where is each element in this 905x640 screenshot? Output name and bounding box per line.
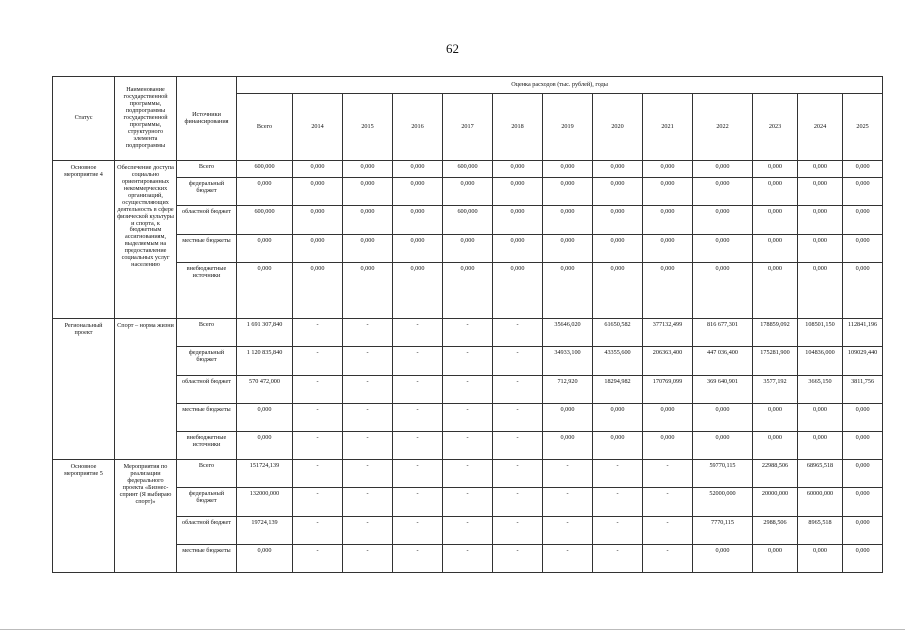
amount-cell: 0,000 xyxy=(753,161,798,178)
amount-cell: - xyxy=(393,431,443,459)
amount-cell: 60000,000 xyxy=(798,488,843,516)
amount-cell: - xyxy=(393,375,443,403)
amount-cell: 108501,150 xyxy=(798,319,843,347)
amount-cell: 0,000 xyxy=(343,234,393,262)
amount-cell: 206363,400 xyxy=(643,347,693,375)
amount-cell: - xyxy=(543,488,593,516)
amount-cell: 0,000 xyxy=(443,178,493,206)
amount-cell: - xyxy=(593,488,643,516)
amount-cell: - xyxy=(643,460,693,488)
amount-cell: 712,920 xyxy=(543,375,593,403)
amount-cell: 0,000 xyxy=(843,161,883,178)
amount-cell: 0,000 xyxy=(393,206,443,234)
amount-cell: 0,000 xyxy=(343,161,393,178)
table-row xyxy=(53,262,883,318)
amount-cell: 0,000 xyxy=(643,262,693,318)
amount-cell: 0,000 xyxy=(493,262,543,318)
amount-cell: 0,000 xyxy=(693,431,753,459)
amount-cell: 0,000 xyxy=(693,206,753,234)
amount-cell: - xyxy=(593,544,643,572)
amount-cell: - xyxy=(393,516,443,544)
header-year: 2019 xyxy=(543,94,593,161)
header-year: Всего xyxy=(237,94,293,161)
amount-cell: 0,000 xyxy=(493,161,543,178)
amount-cell: - xyxy=(493,431,543,459)
amount-cell: - xyxy=(543,544,593,572)
header-year: 2017 xyxy=(443,94,493,161)
amount-cell: 600,000 xyxy=(443,206,493,234)
group-status: Основное мероприятие 4 xyxy=(53,161,115,319)
table-row xyxy=(53,347,883,375)
funding-source: Всего xyxy=(177,319,237,347)
amount-cell: 0,000 xyxy=(293,161,343,178)
amount-cell: 0,000 xyxy=(843,234,883,262)
amount-cell: 0,000 xyxy=(237,431,293,459)
amount-cell: - xyxy=(393,460,443,488)
header-year: 2020 xyxy=(593,94,643,161)
amount-cell: - xyxy=(443,375,493,403)
amount-cell: 0,000 xyxy=(693,262,753,318)
amount-cell: 0,000 xyxy=(643,178,693,206)
table-row xyxy=(53,544,883,572)
amount-cell: 0,000 xyxy=(843,206,883,234)
amount-cell: 0,000 xyxy=(643,206,693,234)
table-row xyxy=(53,234,883,262)
amount-cell: 0,000 xyxy=(643,403,693,431)
amount-cell: 600,000 xyxy=(237,161,293,178)
amount-cell: 0,000 xyxy=(593,403,643,431)
amount-cell: 0,000 xyxy=(543,161,593,178)
amount-cell: 132000,000 xyxy=(237,488,293,516)
amount-cell: 18294,982 xyxy=(593,375,643,403)
amount-cell: - xyxy=(593,460,643,488)
table-row xyxy=(53,460,883,488)
amount-cell: 0,000 xyxy=(237,262,293,318)
amount-cell: 151724,139 xyxy=(237,460,293,488)
amount-cell: 0,000 xyxy=(643,431,693,459)
amount-cell: 0,000 xyxy=(753,178,798,206)
amount-cell: 0,000 xyxy=(843,460,883,488)
amount-cell: - xyxy=(643,488,693,516)
header-sources: Источники финансирования xyxy=(177,77,237,161)
funding-source: областной бюджет xyxy=(177,375,237,403)
funding-source: Всего xyxy=(177,460,237,488)
amount-cell: 3577,192 xyxy=(753,375,798,403)
amount-cell: - xyxy=(493,347,543,375)
amount-cell: - xyxy=(543,516,593,544)
table-body xyxy=(53,161,883,573)
amount-cell: 1 120 835,840 xyxy=(237,347,293,375)
table-row xyxy=(53,431,883,459)
amount-cell: 0,000 xyxy=(843,262,883,318)
header-year: 2015 xyxy=(343,94,393,161)
amount-cell: 0,000 xyxy=(237,178,293,206)
table-row xyxy=(53,206,883,234)
amount-cell: - xyxy=(393,488,443,516)
amount-cell: - xyxy=(293,319,343,347)
amount-cell: 8965,518 xyxy=(798,516,843,544)
funding-source: федеральный бюджет xyxy=(177,488,237,516)
amount-cell: 0,000 xyxy=(753,544,798,572)
amount-cell: 0,000 xyxy=(843,403,883,431)
amount-cell: - xyxy=(393,319,443,347)
table-row xyxy=(53,375,883,403)
amount-cell: 0,000 xyxy=(843,488,883,516)
funding-source: областной бюджет xyxy=(177,206,237,234)
amount-cell: - xyxy=(343,403,393,431)
amount-cell: - xyxy=(493,544,543,572)
amount-cell: 0,000 xyxy=(493,178,543,206)
amount-cell: - xyxy=(293,431,343,459)
table-row xyxy=(53,161,883,178)
amount-cell: 0,000 xyxy=(293,178,343,206)
amount-cell: - xyxy=(493,375,543,403)
amount-cell: 0,000 xyxy=(543,206,593,234)
amount-cell: 0,000 xyxy=(237,544,293,572)
amount-cell: 0,000 xyxy=(493,206,543,234)
amount-cell: 0,000 xyxy=(798,403,843,431)
amount-cell: 68965,518 xyxy=(798,460,843,488)
amount-cell: 0,000 xyxy=(593,161,643,178)
amount-cell: 0,000 xyxy=(343,206,393,234)
amount-cell: 0,000 xyxy=(798,206,843,234)
amount-cell: - xyxy=(293,516,343,544)
amount-cell: 0,000 xyxy=(843,544,883,572)
table-row xyxy=(53,319,883,347)
amount-cell: - xyxy=(343,544,393,572)
amount-cell: 0,000 xyxy=(753,431,798,459)
funding-source: областной бюджет xyxy=(177,516,237,544)
amount-cell: 0,000 xyxy=(643,234,693,262)
header-year: 2016 xyxy=(393,94,443,161)
amount-cell: - xyxy=(493,516,543,544)
budget-table xyxy=(52,76,883,573)
funding-source: внебюджетные источники xyxy=(177,262,237,318)
header-year: 2021 xyxy=(643,94,693,161)
amount-cell: - xyxy=(593,516,643,544)
amount-cell: 0,000 xyxy=(798,161,843,178)
header-year: 2018 xyxy=(493,94,543,161)
amount-cell: 0,000 xyxy=(343,178,393,206)
amount-cell: 816 677,301 xyxy=(693,319,753,347)
amount-cell: - xyxy=(443,431,493,459)
amount-cell: - xyxy=(293,403,343,431)
amount-cell: 0,000 xyxy=(693,403,753,431)
amount-cell: 0,000 xyxy=(843,431,883,459)
amount-cell: 0,000 xyxy=(443,234,493,262)
amount-cell: 0,000 xyxy=(693,234,753,262)
amount-cell: 0,000 xyxy=(798,544,843,572)
amount-cell: - xyxy=(293,544,343,572)
amount-cell: - xyxy=(443,516,493,544)
page-bottom-edge xyxy=(0,629,905,640)
amount-cell: 0,000 xyxy=(843,178,883,206)
amount-cell: - xyxy=(393,403,443,431)
amount-cell: 61650,582 xyxy=(593,319,643,347)
amount-cell: - xyxy=(493,403,543,431)
table-row xyxy=(53,516,883,544)
amount-cell: 0,000 xyxy=(693,544,753,572)
amount-cell: 369 640,901 xyxy=(693,375,753,403)
amount-cell: 35646,020 xyxy=(543,319,593,347)
funding-source: федеральный бюджет xyxy=(177,347,237,375)
funding-source: внебюджетные источники xyxy=(177,431,237,459)
page-number: 62 xyxy=(446,41,459,56)
amount-cell: - xyxy=(293,375,343,403)
header-year: 2025 xyxy=(843,94,883,161)
group-name: Спорт – норма жизни xyxy=(115,319,177,460)
amount-cell: 0,000 xyxy=(543,403,593,431)
amount-cell: 22988,506 xyxy=(753,460,798,488)
amount-cell: - xyxy=(443,488,493,516)
amount-cell: - xyxy=(343,516,393,544)
amount-cell: 0,000 xyxy=(798,178,843,206)
amount-cell: - xyxy=(443,347,493,375)
amount-cell: - xyxy=(443,460,493,488)
amount-cell: 0,000 xyxy=(293,206,343,234)
amount-cell: - xyxy=(343,319,393,347)
amount-cell: 0,000 xyxy=(443,262,493,318)
amount-cell: 178859,092 xyxy=(753,319,798,347)
amount-cell: - xyxy=(343,488,393,516)
amount-cell: - xyxy=(443,403,493,431)
amount-cell: 0,000 xyxy=(798,262,843,318)
table-row xyxy=(53,178,883,206)
amount-cell: 0,000 xyxy=(293,262,343,318)
amount-cell: 0,000 xyxy=(753,206,798,234)
amount-cell: 1 691 307,840 xyxy=(237,319,293,347)
amount-cell: 0,000 xyxy=(543,431,593,459)
amount-cell: - xyxy=(443,544,493,572)
amount-cell: 0,000 xyxy=(393,178,443,206)
amount-cell: 0,000 xyxy=(798,234,843,262)
amount-cell: 20000,000 xyxy=(753,488,798,516)
amount-cell: 3811,756 xyxy=(843,375,883,403)
amount-cell: - xyxy=(393,544,443,572)
amount-cell: 3665,150 xyxy=(798,375,843,403)
amount-cell: 447 036,400 xyxy=(693,347,753,375)
header-year: 2022 xyxy=(693,94,753,161)
amount-cell: 52000,000 xyxy=(693,488,753,516)
amount-cell: 112841,196 xyxy=(843,319,883,347)
amount-cell: - xyxy=(293,460,343,488)
table-row xyxy=(53,488,883,516)
amount-cell: - xyxy=(343,375,393,403)
amount-cell: 0,000 xyxy=(543,234,593,262)
amount-cell: - xyxy=(543,460,593,488)
group-status: Региональный проект xyxy=(53,319,115,460)
amount-cell: 0,000 xyxy=(393,234,443,262)
amount-cell: 600,000 xyxy=(237,206,293,234)
amount-cell: 34933,100 xyxy=(543,347,593,375)
amount-cell: 0,000 xyxy=(643,161,693,178)
amount-cell: - xyxy=(493,460,543,488)
amount-cell: 0,000 xyxy=(798,431,843,459)
amount-cell: 0,000 xyxy=(237,234,293,262)
amount-cell: - xyxy=(343,347,393,375)
amount-cell: - xyxy=(643,544,693,572)
funding-source: федеральный бюджет xyxy=(177,178,237,206)
amount-cell: 0,000 xyxy=(693,178,753,206)
amount-cell: 0,000 xyxy=(593,206,643,234)
amount-cell: 0,000 xyxy=(493,234,543,262)
amount-cell: 570 472,000 xyxy=(237,375,293,403)
header-name: Наименование государственной программы, подпрограммы государственной программы, структурного элемента подпрограммы xyxy=(115,77,177,161)
amount-cell: - xyxy=(493,488,543,516)
amount-cell: 0,000 xyxy=(753,403,798,431)
amount-cell: - xyxy=(643,516,693,544)
amount-cell: 0,000 xyxy=(343,262,393,318)
funding-source: местные бюджеты xyxy=(177,544,237,572)
header-year: 2024 xyxy=(798,94,843,161)
amount-cell: 175281,900 xyxy=(753,347,798,375)
funding-source: местные бюджеты xyxy=(177,403,237,431)
funding-source: местные бюджеты xyxy=(177,234,237,262)
amount-cell: 109029,440 xyxy=(843,347,883,375)
amount-cell: 0,000 xyxy=(593,178,643,206)
amount-cell: - xyxy=(443,319,493,347)
amount-cell: 0,000 xyxy=(753,262,798,318)
table-row xyxy=(53,403,883,431)
amount-cell: 0,000 xyxy=(543,262,593,318)
amount-cell: 0,000 xyxy=(593,431,643,459)
header-estimate: Оценка расходов (тыс. рублей), годы xyxy=(237,77,883,94)
amount-cell: 0,000 xyxy=(237,403,293,431)
amount-cell: 19724,139 xyxy=(237,516,293,544)
amount-cell: 0,000 xyxy=(543,178,593,206)
amount-cell: 377132,499 xyxy=(643,319,693,347)
amount-cell: - xyxy=(293,488,343,516)
amount-cell: - xyxy=(343,431,393,459)
amount-cell: 0,000 xyxy=(293,234,343,262)
group-name: Обеспечение доступа социально ориентированных некоммерческих организаций, осуществляющих деятельность в сфере физической культуры и спорта, к бюджетным ассигнованиям, выделяемым на предоставление социальных услуг населению xyxy=(115,161,177,319)
amount-cell: 43355,600 xyxy=(593,347,643,375)
amount-cell: 0,000 xyxy=(593,262,643,318)
amount-cell: 0,000 xyxy=(393,161,443,178)
amount-cell: 0,000 xyxy=(693,161,753,178)
amount-cell: - xyxy=(343,460,393,488)
amount-cell: 0,000 xyxy=(393,262,443,318)
amount-cell: 7770,115 xyxy=(693,516,753,544)
amount-cell: 0,000 xyxy=(593,234,643,262)
amount-cell: - xyxy=(493,319,543,347)
amount-cell: 170769,099 xyxy=(643,375,693,403)
amount-cell: 0,000 xyxy=(753,234,798,262)
amount-cell: 600,000 xyxy=(443,161,493,178)
group-name: Мероприятия по реализации федерального проекта «Бизнес-спринт (Я выбираю спорт)» xyxy=(115,460,177,573)
amount-cell: - xyxy=(293,347,343,375)
amount-cell: 104836,000 xyxy=(798,347,843,375)
table-header xyxy=(53,77,883,161)
amount-cell: 2988,506 xyxy=(753,516,798,544)
amount-cell: 0,000 xyxy=(843,516,883,544)
amount-cell: - xyxy=(393,347,443,375)
header-status: Статус xyxy=(53,77,115,161)
group-status: Основное мероприятие 5 xyxy=(53,460,115,573)
header-year: 2023 xyxy=(753,94,798,161)
header-year: 2014 xyxy=(293,94,343,161)
funding-source: Всего xyxy=(177,161,237,178)
amount-cell: 59770,115 xyxy=(693,460,753,488)
